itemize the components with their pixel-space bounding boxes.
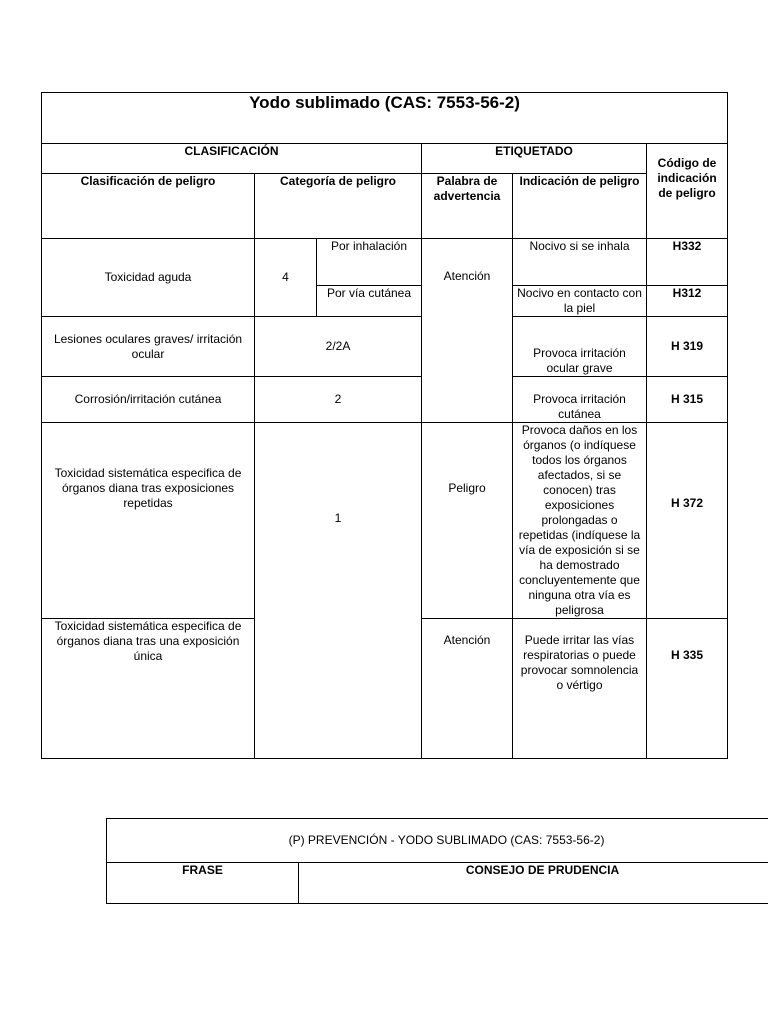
via-inhalacion: Por inhalación	[317, 239, 422, 286]
indicacion-danos-organos: Provoca daños en los órganos (o indíquese todos los órganos afectados, si se conocen) tras exposiciones prolongadas o repetidas (indíquese la vía de exposición si se ha demostrado concluyentemente que ninguna otra vía es peligrosa	[513, 423, 647, 619]
codigo-h332: H332	[647, 239, 728, 286]
hazard-classification-table	[41, 92, 728, 759]
indicacion-ocular: Provoca irritación ocular grave	[513, 317, 647, 377]
clasificacion-header: CLASIFICACIÓN	[42, 144, 422, 174]
codigo-h372: H 372	[647, 423, 728, 619]
row-toxicidad-aguda-clasificacion: Toxicidad aguda	[42, 239, 255, 317]
col-consejo-prudencia: CONSEJO DE PRUDENCIA	[299, 863, 768, 904]
indicacion-respiratorias: Puede irritar las vías respiratorias o puede provocar somnolencia o vértigo	[513, 619, 647, 759]
prevention-title: (P) PREVENCIÓN - YODO SUBLIMADO (CAS: 7553-56-2)	[107, 819, 768, 863]
row-lesiones-categoria: 2/2A	[255, 317, 422, 377]
row-corrosion-categoria: 2	[255, 377, 422, 423]
col-categoria-peligro: Categoría de peligro	[255, 174, 422, 239]
col-palabra-advertencia: Palabra de advertencia	[422, 174, 513, 239]
codigo-h335: H 335	[647, 619, 728, 759]
indicacion-inhala: Nocivo si se inhala	[513, 239, 647, 286]
row-unica-clasificacion: Toxicidad sistemática especifica de órganos diana tras una exposición única	[42, 619, 255, 759]
row-repetidas-categoria: 1	[255, 423, 422, 759]
row-toxicidad-aguda-categoria: 4	[255, 239, 317, 317]
via-cutanea: Por vía cutánea	[317, 286, 422, 317]
row-corrosion-clasificacion: Corrosión/irritación cutánea	[42, 377, 255, 423]
col-frase: FRASE	[107, 863, 299, 904]
palabra-atencion-2: Atención	[422, 619, 513, 759]
indicacion-piel: Nocivo en contacto con la piel	[513, 286, 647, 317]
etiquetado-header: ETIQUETADO	[422, 144, 647, 174]
col-clasificacion-peligro: Clasificación de peligro	[42, 174, 255, 239]
codigo-h312: H312	[647, 286, 728, 317]
table-title: Yodo sublimado (CAS: 7553-56-2)	[42, 93, 728, 144]
row-lesiones-clasificacion: Lesiones oculares graves/ irritación ocular	[42, 317, 255, 377]
palabra-peligro: Peligro	[422, 423, 513, 619]
codigo-h315: H 315	[647, 377, 728, 423]
codigo-h319: H 319	[647, 317, 728, 377]
indicacion-cutanea: Provoca irritación cutánea	[513, 377, 647, 423]
codigo-header: Código de indicación de peligro	[647, 144, 728, 239]
palabra-atencion: Atención	[422, 239, 513, 423]
col-indicacion-peligro: Indicación de peligro	[513, 174, 647, 239]
prevention-table	[106, 818, 768, 904]
row-repetidas-clasificacion: Toxicidad sistemática especifica de órganos diana tras exposiciones repetidas	[42, 423, 255, 619]
